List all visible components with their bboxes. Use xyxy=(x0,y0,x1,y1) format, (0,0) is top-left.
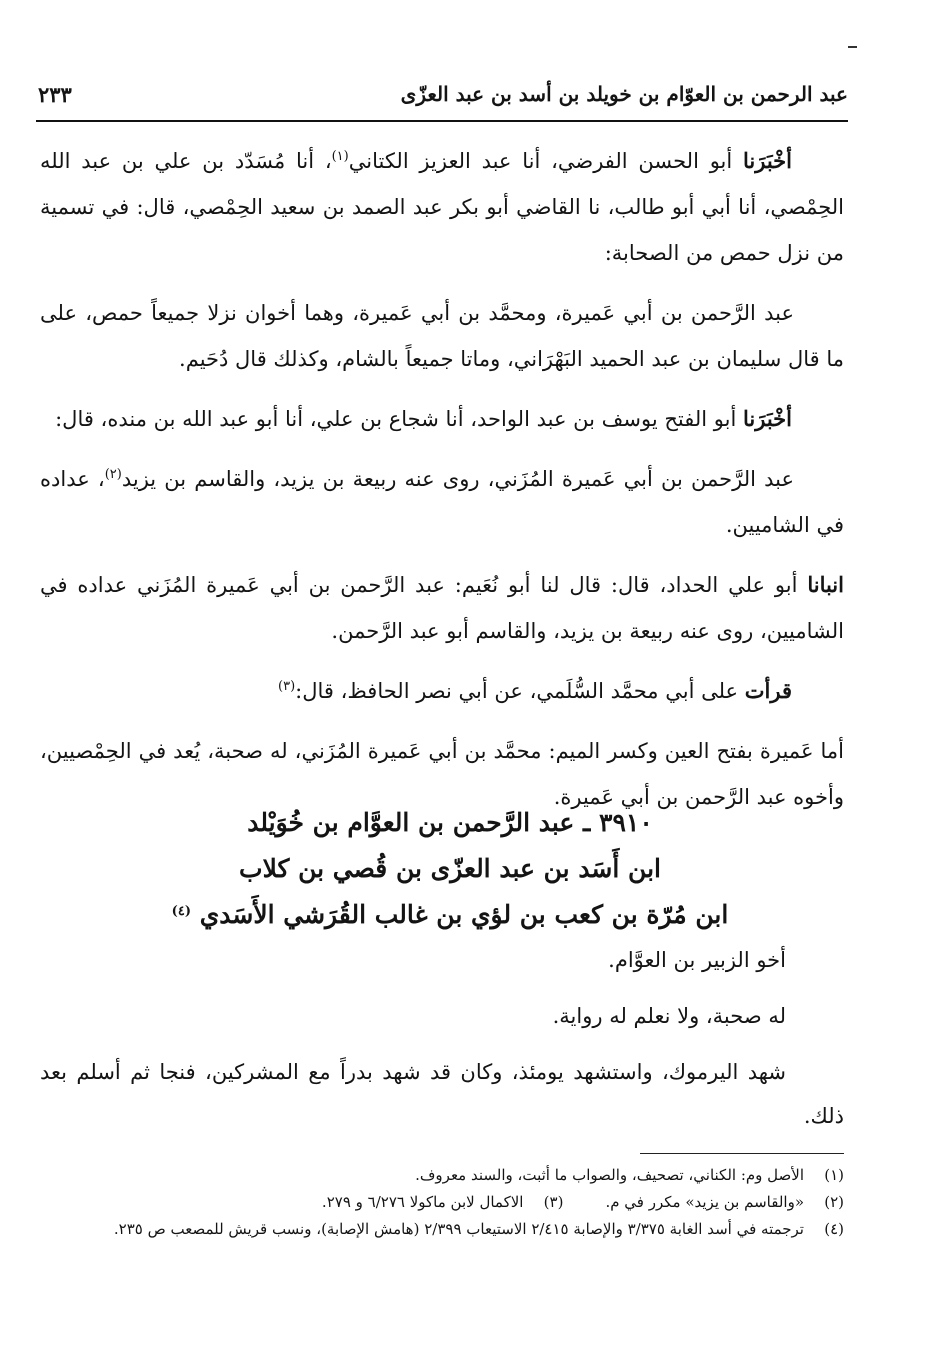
main-text xyxy=(40,138,844,834)
footnote-text: الاكمال لابن ماكولا ٦/٢٧٦ و ٢٧٩. xyxy=(321,1193,524,1211)
running-head xyxy=(36,80,848,120)
keyword: أخْبَرَنا xyxy=(743,406,792,431)
footnote-text: الأصل وم: الكناني، تصحيف، والصواب ما أثبت، والسند معروف. xyxy=(415,1166,804,1184)
footnote-text: «والقاسم بن يزيد» مكرر في م. xyxy=(605,1193,804,1211)
entry-paragraph: له صحبة، ولا نعلم له رواية. xyxy=(552,1004,786,1028)
paragraph-text: أما عَميرة بفتح العين وكسر الميم: محمَّد بن أبي عَميرة المُزَني، له صحبة، يُعد في الحِمْصيين، وأخوه عبد الرَّحمن بن أبي عَميرة. xyxy=(40,739,844,809)
entry-heading-line-2: ابن أَسَد بن عبد العزّى بن قُصي بن كلاب xyxy=(239,854,661,883)
header-rule xyxy=(36,120,848,122)
footnote-ref-3: (٣) xyxy=(278,679,296,694)
footnote-text: ترجمته في أسد الغابة ٣/٣٧٥ والإصابة ٢/٤١٥ الاستيعاب ٢/٣٩٩ (هامش الإصابة)، ونسب قريش للمصعب ص ٢٣٥. xyxy=(113,1220,804,1238)
footnote-number: (٣) xyxy=(543,1193,564,1211)
paragraph-3 xyxy=(40,396,844,442)
entry-heading xyxy=(140,800,760,938)
footnote-ref-1: (١) xyxy=(331,149,349,164)
footnote-number: (٢) xyxy=(824,1193,844,1211)
paragraph-text: أبو الحسن الفرضي، أنا عبد العزيز الكتاني xyxy=(348,149,733,173)
keyword: قرأت xyxy=(744,678,792,703)
entry-heading-line-1: ٣٩١٠ ـ عبد الرَّحمن بن العوَّام بن خُوَيْلد xyxy=(247,808,653,837)
entry-paragraph: شهد اليرموك، واستشهد يومئذ، وكان قد شهد بدراً مع المشركين، فنجا ثم أسلم بعد ذلك. xyxy=(40,1060,844,1128)
keyword: انبانا xyxy=(807,572,844,597)
entry-text xyxy=(40,938,844,1150)
footnote-ref-2: (٢) xyxy=(104,467,122,482)
footnotes xyxy=(38,1162,844,1243)
footnote-1 xyxy=(38,1162,844,1189)
keyword: أخْبَرَنا xyxy=(743,148,792,173)
entry-paragraph: أخو الزبير بن العوَّام. xyxy=(608,948,786,972)
paragraph-text: عبد الرَّحمن بن أبي عَميرة، ومحمَّد بن أبي عَميرة، وهما أخوان نزلا جميعاً حمص، على ما قال سليمان بن عبد الحميد البَهْرَاني، وماتا جميعاً بالشام، وكذلك قال دُحَيم. xyxy=(40,301,844,371)
paragraph-4 xyxy=(40,456,844,548)
footnote-number: (٤) xyxy=(824,1220,844,1238)
paragraph-1 xyxy=(40,138,844,276)
footnote-2 xyxy=(38,1189,844,1216)
footnote-number: (١) xyxy=(824,1166,844,1184)
paragraph-text: أبو علي الحداد، قال: قال لنا أبو نُعَيم: عبد الرَّحمن بن أبي عَميرة المُزَني عداده في الشاميين، روى عنه ربيعة بن يزيد، والقاسم أبو عبد الرَّحمن. xyxy=(40,573,844,643)
paragraph-2 xyxy=(40,290,844,382)
page-number: ٢٣٣ xyxy=(38,82,72,107)
corner-mark xyxy=(848,46,857,48)
paragraph-text: على أبي محمَّد السُّلَمي، عن أبي نصر الحافظ، قال: xyxy=(295,679,739,703)
entry-heading-line-3 xyxy=(140,892,760,938)
paragraph-text: عبد الرَّحمن بن أبي عَميرة المُزَني، روى عنه ربيعة بن يزيد، والقاسم بن يزيد xyxy=(121,467,794,491)
entry-heading-text: ابن مُرّة بن كعب بن لؤي بن غالب القُرَشي الأَسَدي xyxy=(199,900,729,929)
running-head-title: عبد الرحمن بن العوّام بن خويلد بن أسد بن عبد العزّى xyxy=(400,82,848,106)
footnote-4 xyxy=(38,1216,844,1243)
paragraph-text: ، أنا مُسَدّد بن علي بن عبد الله الحِمْصي، أنا أبي أبو طالب، نا القاضي أبو بكر عبد الصمد بن سعيد الحِمْصي، قال: في تسمية من نزل حمص من الصحابة: xyxy=(40,149,844,265)
footnote-rule xyxy=(640,1153,844,1154)
paragraph-5 xyxy=(40,562,844,654)
footnote-ref-4: (٤) xyxy=(171,904,191,919)
paragraph-text: ، عداده في الشاميين. xyxy=(40,467,844,537)
paragraph-text: أبو الفتح يوسف بن عبد الواحد، أنا شجاع بن علي، أنا أبو عبد الله بن منده، قال: xyxy=(55,407,737,431)
paragraph-6 xyxy=(40,668,844,714)
